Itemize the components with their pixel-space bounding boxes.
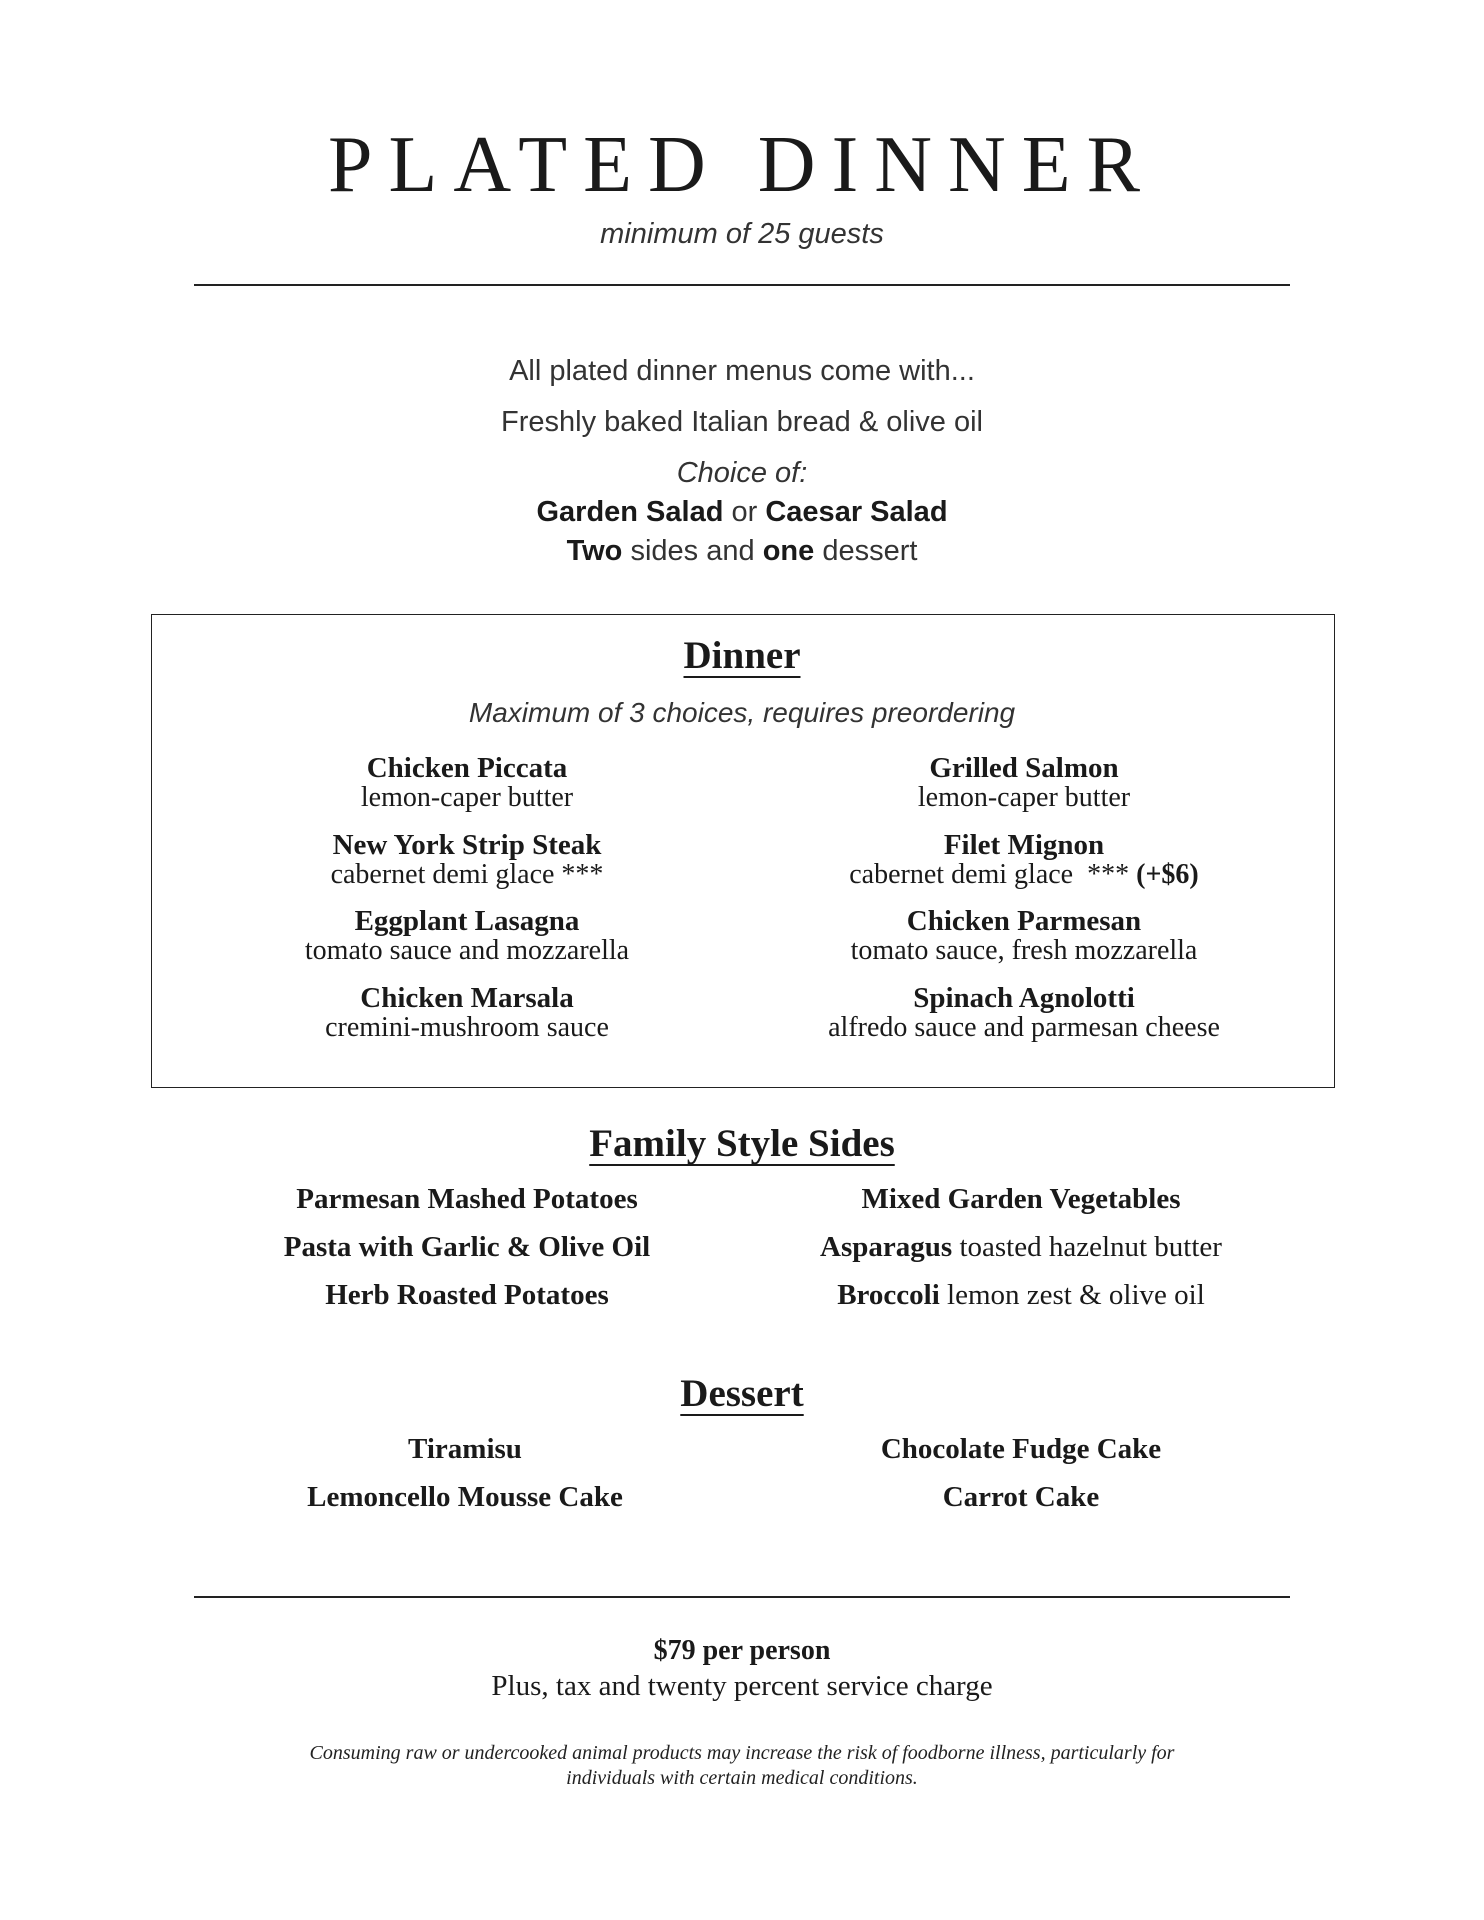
dessert-item: Lemoncello Mousse Cake: [307, 1481, 623, 1513]
salad-option-garden: Garden Salad: [536, 496, 724, 528]
dinner-item-name: Chicken Marsala: [360, 982, 574, 1014]
dessert-item: Chocolate Fudge Cake: [880, 1433, 1162, 1465]
salad-option-caesar: Caesar Salad: [765, 496, 948, 528]
sides-heading: Family Style Sides: [589, 1122, 895, 1165]
dinner-note: Maximum of 3 choices, requires preordering: [468, 697, 1016, 728]
dinner-item-desc: lemon-caper butter: [917, 782, 1131, 814]
dinner-item: [744, 830, 1304, 890]
dinner-item-name: New York Strip Steak: [332, 829, 602, 861]
page-title: PLATED DINNER: [328, 121, 1156, 209]
upcharge: (+$6): [1136, 859, 1199, 891]
salad-choice: [0, 496, 1484, 529]
dinner-item-name: Grilled Salmon: [929, 752, 1119, 784]
dinner-item-desc: lemon-caper butter: [360, 782, 574, 814]
price-per-person: $79 per person: [653, 1635, 831, 1666]
dinner-item-name: Spinach Agnolotti: [913, 982, 1135, 1014]
salad-or: or: [731, 496, 758, 528]
dinner-item-desc: cabernet demi glace ***: [330, 859, 604, 891]
side-item: Asparagus toasted hazelnut butter: [820, 1231, 1222, 1263]
dinner-item-name: Filet Mignon: [943, 829, 1105, 861]
dinner-item: [187, 753, 747, 813]
dinner-item-desc: tomato sauce and mozzarella: [304, 935, 630, 967]
dessert-text: dessert: [822, 535, 918, 567]
dessert-item: Tiramisu: [408, 1433, 522, 1465]
dinner-item: [744, 753, 1304, 813]
side-item: Parmesan Mashed Potatoes: [296, 1183, 638, 1215]
dinner-item-desc: tomato sauce, fresh mozzarella: [850, 935, 1198, 967]
sides-dessert-line: [0, 535, 1484, 568]
sides-text: sides and: [630, 535, 755, 567]
dessert-count: one: [762, 535, 815, 567]
dinner-item-name: Chicken Piccata: [366, 752, 568, 784]
side-item: Mixed Garden Vegetables: [861, 1183, 1181, 1215]
dinner-item-name: Chicken Parmesan: [906, 905, 1142, 937]
dinner-item-name: Eggplant Lasagna: [354, 905, 580, 937]
dinner-heading: Dinner: [683, 634, 801, 677]
dinner-item-desc: cabernet demi glace *** (+$6): [849, 859, 1199, 891]
guest-minimum: minimum of 25 guests: [600, 218, 884, 250]
bottom-divider: [194, 1596, 1290, 1598]
dessert-item: Carrot Cake: [942, 1481, 1100, 1513]
top-divider: [194, 284, 1290, 286]
dinner-item: [187, 830, 747, 890]
dinner-item: [744, 983, 1304, 1043]
dinner-item: [744, 906, 1304, 966]
dinner-item-desc: alfredo sauce and parmesan cheese: [828, 1012, 1220, 1044]
dinner-item: [187, 983, 747, 1043]
dinner-item: [187, 906, 747, 966]
dinner-item-desc: cremini-mushroom sauce: [325, 1012, 609, 1044]
sides-count: Two: [566, 535, 623, 567]
side-item: Pasta with Garlic & Olive Oil: [283, 1231, 651, 1263]
side-item: Herb Roasted Potatoes: [325, 1279, 609, 1311]
intro-line-2: Freshly baked Italian bread & olive oil: [501, 406, 983, 438]
choice-label: Choice of:: [676, 457, 808, 489]
side-item: Broccoli lemon zest & olive oil: [837, 1279, 1205, 1311]
food-safety-disclaimer: Consuming raw or undercooked animal products may increase the risk of foodborne illness, particularly for individuals with certain medical conditions.: [309, 1742, 1175, 1789]
price-note: Plus, tax and twenty percent service charge: [491, 1670, 993, 1702]
intro-line-1: All plated dinner menus come with...: [509, 355, 975, 387]
dessert-heading: Dessert: [680, 1372, 804, 1415]
